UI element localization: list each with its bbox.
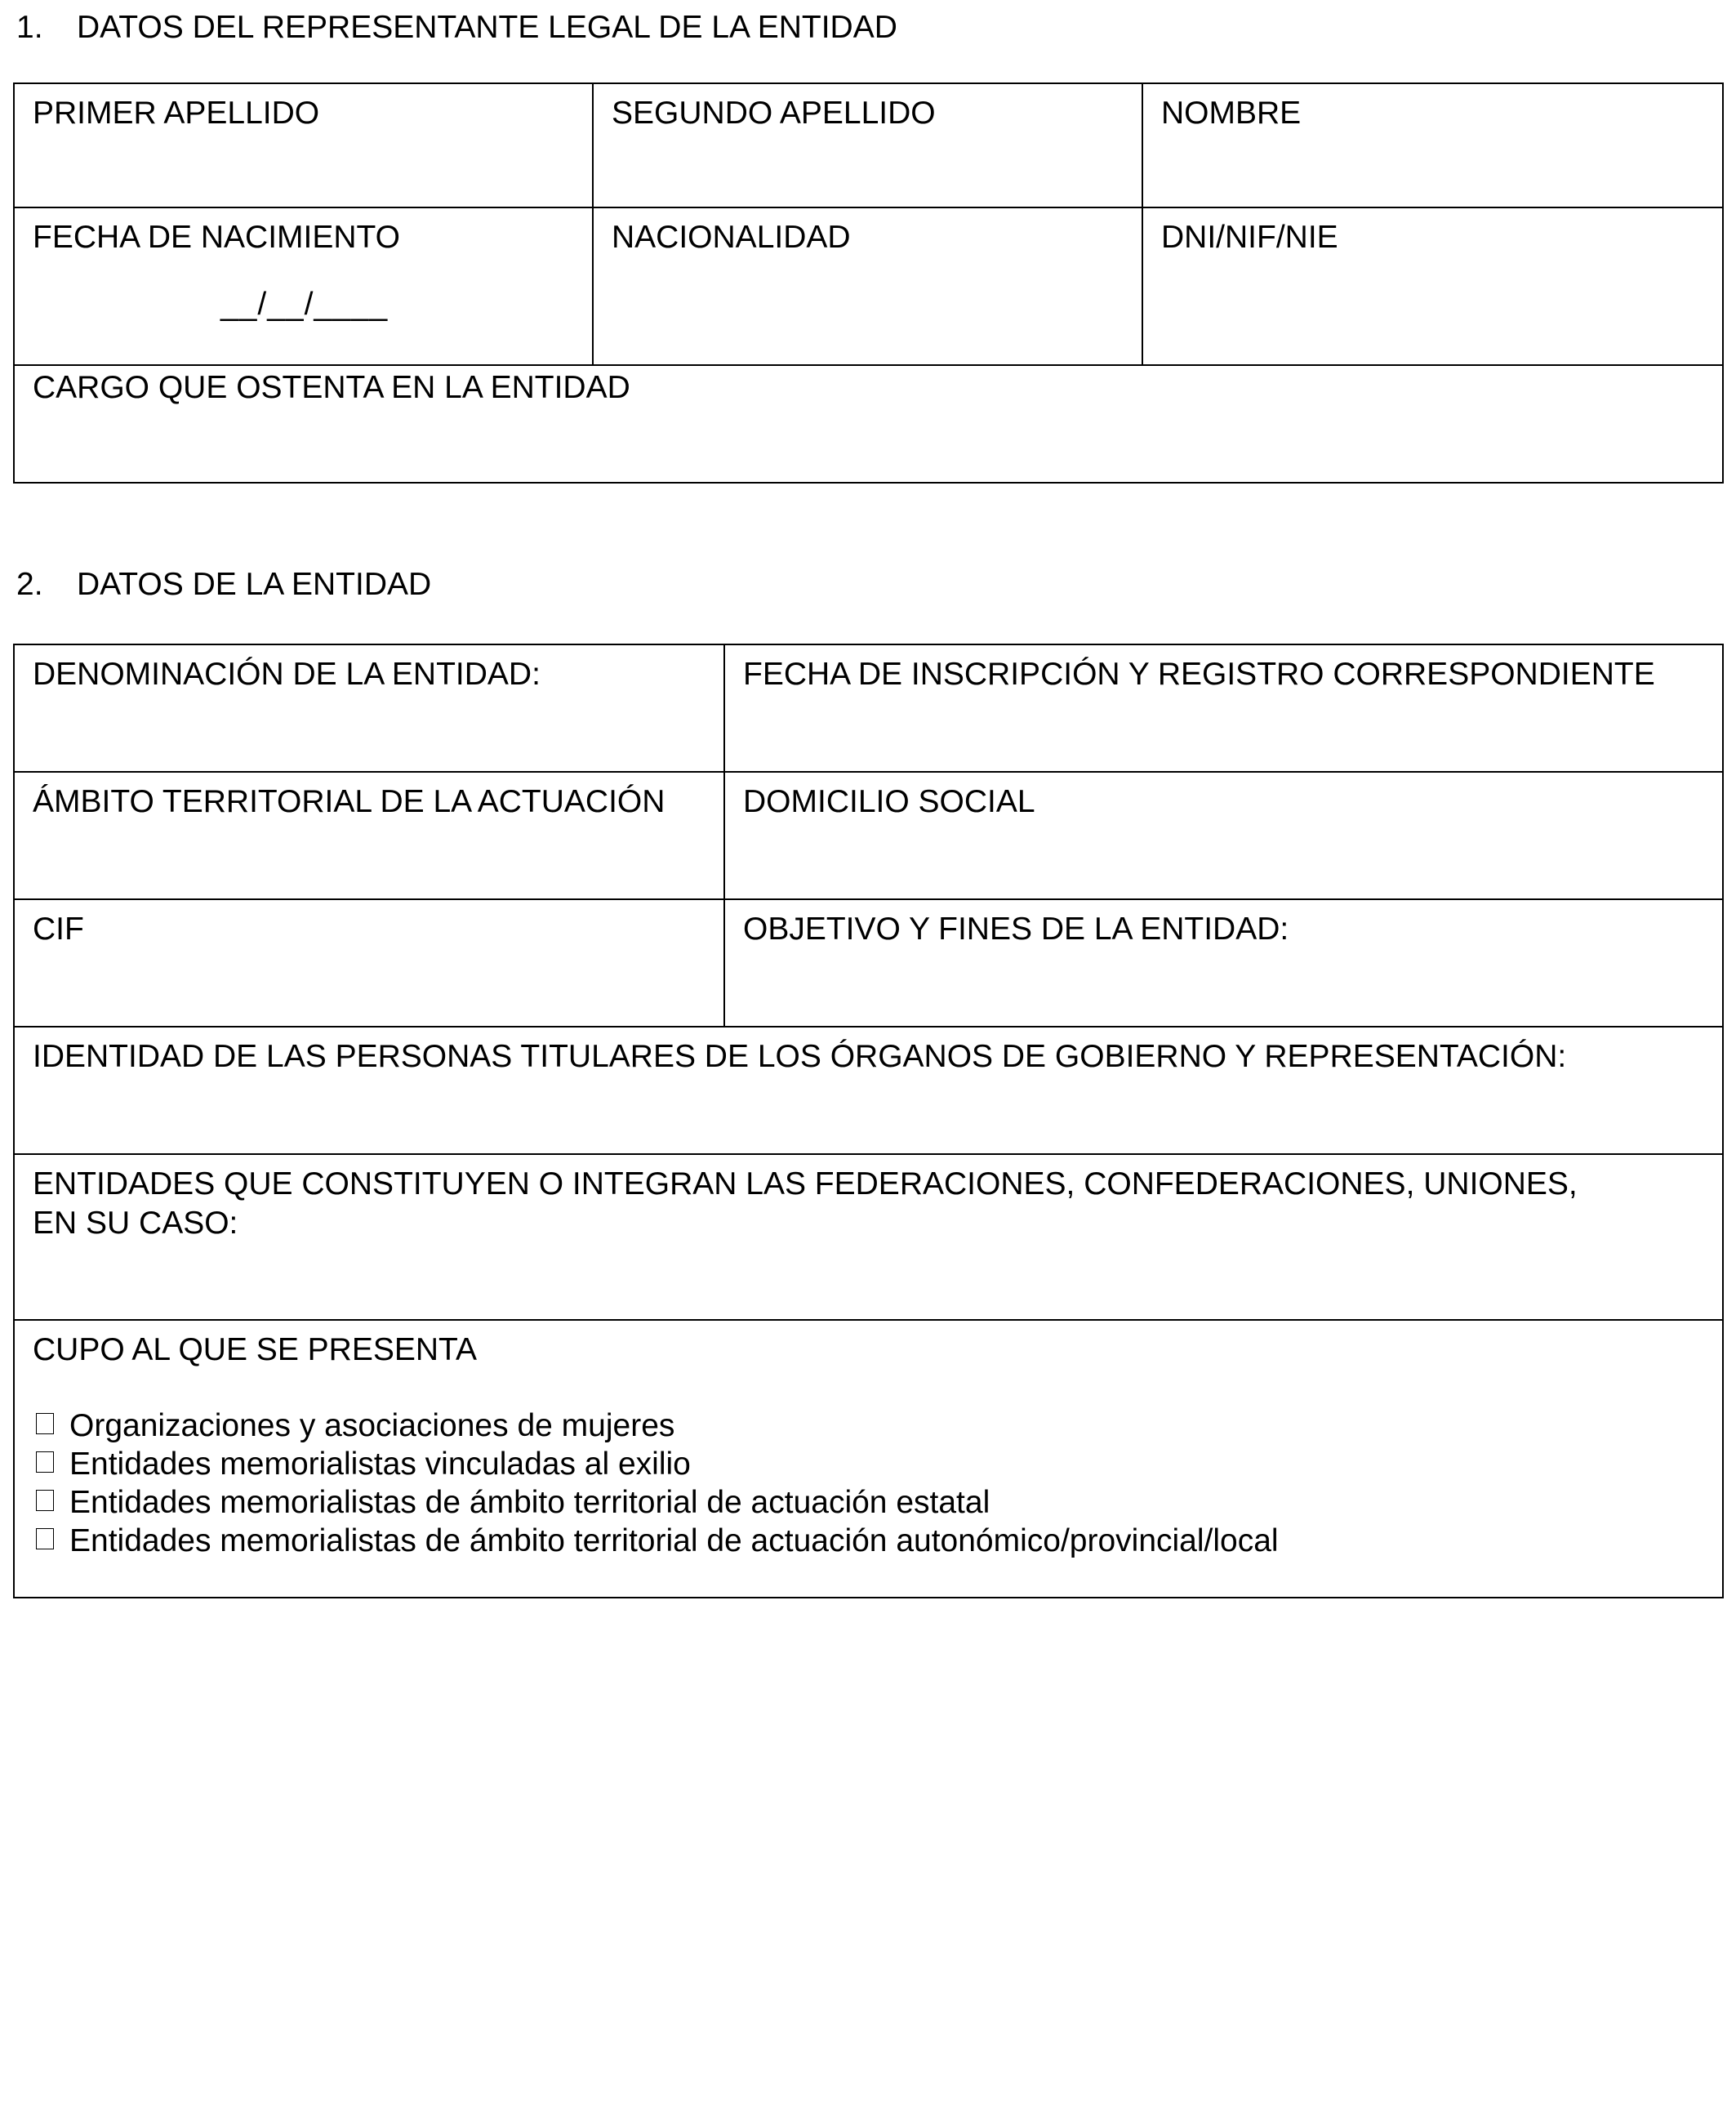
cupo-option-mujeres[interactable] xyxy=(33,1407,1704,1446)
primer-apellido-label: PRIMER APELLIDO xyxy=(33,96,320,131)
dni-label: DNI/NIF/NIE xyxy=(1161,220,1338,255)
ambito-label: ÁMBITO TERRITORIAL DE LA ACTUACIÓN xyxy=(33,784,665,819)
checkbox-icon[interactable] xyxy=(36,1490,54,1511)
cupo-option-autonomico[interactable] xyxy=(33,1522,1704,1561)
entidades-label-line-1: ENTIDADES QUE CONSTITUYEN O INTEGRAN LAS FEDERACIONES, CONFEDERACIONES, UNIONES, xyxy=(33,1166,1578,1201)
section-2-title: DATOS DE LA ENTIDAD xyxy=(77,567,432,602)
checkbox-icon[interactable] xyxy=(36,1413,54,1434)
section-1-heading xyxy=(16,8,897,47)
nacionalidad-label: NACIONALIDAD xyxy=(612,220,851,255)
objetivo-cell[interactable] xyxy=(724,899,1723,1027)
entidad-table xyxy=(13,644,1724,1598)
identidad-label: IDENTIDAD DE LAS PERSONAS TITULARES DE LOS ÓRGANOS DE GOBIERNO Y REPRESENTACIÓN: xyxy=(33,1039,1567,1074)
checkbox-icon[interactable] xyxy=(36,1528,54,1549)
fecha-inscripcion-cell[interactable] xyxy=(724,644,1723,772)
fecha-nacimiento-label: FECHA DE NACIMIENTO xyxy=(33,220,401,255)
fecha-nacimiento-cell[interactable] xyxy=(14,207,593,365)
section-1-number: 1. xyxy=(16,10,43,45)
entidades-cell[interactable] xyxy=(14,1154,1723,1320)
primer-apellido-cell[interactable] xyxy=(14,83,593,207)
cupo-option-estatal[interactable] xyxy=(33,1484,1704,1522)
cupo-option-label: Organizaciones y asociaciones de mujeres xyxy=(69,1408,675,1444)
entidades-label-line-2: EN SU CASO: xyxy=(33,1205,238,1241)
cupo-option-label: Entidades memorialistas de ámbito territorial de actuación autonómico/provincial/local xyxy=(69,1523,1279,1559)
segundo-apellido-cell[interactable] xyxy=(593,83,1142,207)
segundo-apellido-label: SEGUNDO APELLIDO xyxy=(612,96,936,131)
nacionalidad-cell[interactable] xyxy=(593,207,1142,365)
cargo-label: CARGO QUE OSTENTA EN LA ENTIDAD xyxy=(33,370,630,405)
cif-cell[interactable] xyxy=(14,899,724,1027)
checkbox-icon[interactable] xyxy=(36,1451,54,1473)
section-1-title: DATOS DEL REPRESENTANTE LEGAL DE LA ENTIDAD xyxy=(77,10,897,45)
cargo-cell[interactable] xyxy=(14,365,1723,483)
nombre-label: NOMBRE xyxy=(1161,96,1302,131)
denominacion-label: DENOMINACIÓN DE LA ENTIDAD: xyxy=(33,657,541,692)
nombre-cell[interactable] xyxy=(1142,83,1723,207)
section-2-number: 2. xyxy=(16,567,43,602)
domicilio-cell[interactable] xyxy=(724,772,1723,899)
cif-label: CIF xyxy=(33,912,84,947)
section-2-heading xyxy=(16,565,431,604)
representante-table xyxy=(13,82,1724,484)
cupo-cell xyxy=(14,1320,1723,1598)
cupo-option-label: Entidades memorialistas de ámbito territorial de actuación estatal xyxy=(69,1485,990,1521)
ambito-cell[interactable] xyxy=(14,772,724,899)
cupo-option-exilio[interactable] xyxy=(33,1446,1704,1484)
objetivo-label: OBJETIVO Y FINES DE LA ENTIDAD: xyxy=(743,912,1289,947)
identidad-cell[interactable] xyxy=(14,1027,1723,1154)
dni-cell[interactable] xyxy=(1142,207,1723,365)
fecha-nacimiento-blank[interactable]: __/__/____ xyxy=(220,286,389,322)
fecha-inscripcion-label: FECHA DE INSCRIPCIÓN Y REGISTRO CORRESPONDIENTE xyxy=(743,657,1655,692)
domicilio-label: DOMICILIO SOCIAL xyxy=(743,784,1035,819)
cupo-option-label: Entidades memorialistas vinculadas al exilio xyxy=(69,1447,691,1482)
denominacion-cell[interactable] xyxy=(14,644,724,772)
cupo-label: CUPO AL QUE SE PRESENTA xyxy=(33,1332,477,1367)
cupo-options xyxy=(33,1407,1704,1561)
